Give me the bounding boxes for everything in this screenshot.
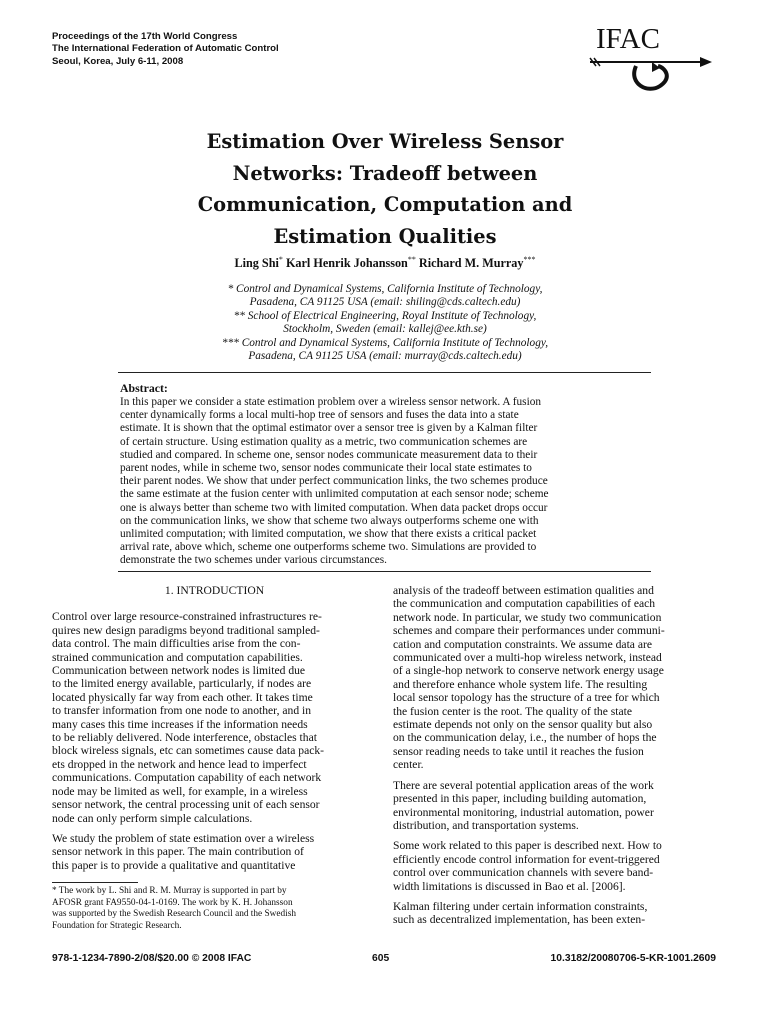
- text-line: network node. In particular, we study two communication: [393, 610, 662, 624]
- affiliations: [140, 283, 630, 363]
- text-line: and therefore enhance whole system life. The resulting: [393, 677, 648, 691]
- affiliation-line: Pasadena, CA 91125 USA (email: shiling@cds.caltech.edu): [249, 296, 521, 309]
- abstract-line: unlimited computation; with limited computation, we show that there exists a critical packet: [120, 528, 537, 541]
- author-list: [120, 255, 650, 271]
- paragraph: [52, 832, 377, 872]
- text-line: located physically far way from each other. It takes time: [52, 690, 313, 704]
- paragraph: [393, 779, 718, 833]
- abstract-line: center dynamically forms a local multi-hop tree of sensors and fuses the data into a state: [120, 409, 519, 422]
- affiliation-line: Stockholm, Sweden (email: kallej@ee.kth.se): [283, 323, 487, 336]
- author-name: Ling Shi: [234, 256, 279, 271]
- text-line: efficiently encode control information for event-triggered: [393, 852, 660, 866]
- footnote-line: was supported by the Swedish Research Council and the Swedish: [52, 909, 297, 920]
- text-line: center.: [393, 758, 424, 772]
- text-line: Control over large resource-constrained infrastructures re-: [52, 610, 322, 624]
- text-line: on the communication delay, i.e., the number of hops the: [393, 731, 657, 745]
- text-line: Kalman filtering under certain information constraints,: [393, 899, 648, 913]
- text-line: cation and computation constraints. We assume data are: [393, 637, 652, 651]
- abstract-line: of certain structure. Using estimation quality as a metric, two communication schemes are: [120, 435, 528, 448]
- text-line: to transfer information from one node to another, and in: [52, 704, 312, 718]
- text-line: communicated over a multi-hop wireless network, instead: [393, 651, 662, 665]
- proceedings-line: Proceedings of the 17th World Congress: [52, 31, 238, 42]
- paragraph: [52, 610, 377, 825]
- abstract-line: on the communication links, we show that scheme two always outperforms scheme one with: [120, 514, 539, 527]
- text-line: ets dropped in the network and hence lead to imperfect: [52, 757, 307, 771]
- footer-doi: 10.3182/20080706-5-KR-1001.2609: [550, 953, 716, 964]
- text-line: to the limited energy available, particularly, if nodes are: [52, 677, 312, 691]
- footnote: [52, 886, 377, 933]
- footnote-line: * The work by L. Shi and R. M. Murray is supported in part by: [52, 886, 287, 896]
- proceedings-line: Seoul, Korea, July 6-11, 2008: [52, 55, 184, 67]
- text-line: of a single-hop network to conserve network energy usage: [393, 664, 664, 678]
- proceedings-line: The International Federation of Automatic Control: [52, 43, 279, 55]
- abstract-line: demonstrate the two schemes under various circumstances.: [120, 554, 387, 567]
- text-line: node can only perform simple calculations.: [52, 811, 253, 825]
- paragraph: [393, 839, 718, 893]
- footnote-line: Foundation for Strategic Research.: [52, 921, 182, 932]
- text-line: such as decentralized implementation, has been exten-: [393, 913, 646, 927]
- text-line: communications. Computation capability of each network: [52, 771, 322, 785]
- paragraph: [393, 584, 718, 772]
- footnote-line: AFOSR grant FA9550-04-1-0169. The work by K. H. Johansson: [52, 897, 293, 908]
- abstract-line: arrival rate, above which, scheme one outperforms scheme two. Simulations are provided to: [120, 541, 537, 554]
- text-line: schemes and compare their performances under communi-: [393, 624, 665, 638]
- abstract-line: one is always better than scheme two with limited computation. When data packet drops occur: [120, 501, 548, 514]
- affiliation-line: Pasadena, CA 91125 USA (email: murray@cds.caltech.edu): [248, 350, 522, 363]
- section-heading: 1. INTRODUCTION: [164, 584, 265, 597]
- paragraph: [393, 900, 718, 927]
- author-name: Richard M. Murray: [418, 256, 524, 271]
- footnote-rule: [52, 882, 138, 883]
- text-line: sensor reading needs to take until it reaches the fusion: [393, 744, 644, 758]
- text-line: many cases this time increases if the information needs: [52, 717, 308, 731]
- text-line: this paper is to provide a qualitative and quantitative: [52, 858, 296, 872]
- abstract-line: In this paper we consider a state estimation problem over a wireless sensor network. A fusion: [120, 396, 542, 408]
- text-line: local sensor topology has the structure of a tree for which: [393, 691, 660, 705]
- title-line: Estimation Qualities: [273, 224, 497, 248]
- abstract-line: their parent nodes. We show that under perfect communication links, the two schemes produce: [120, 475, 548, 488]
- text-line: sensor network in this paper. The main contribution of: [52, 845, 304, 859]
- title-line: Networks: Tradeoff between: [232, 161, 538, 185]
- affiliation-line: *** Control and Dynamical Systems, California Institute of Technology,: [221, 336, 549, 349]
- text-line: presented in this paper, including building automation,: [393, 792, 647, 806]
- text-line: Communication between network nodes is limited due: [52, 664, 306, 678]
- abstract-heading: Abstract:: [120, 381, 168, 395]
- paper-title: [150, 126, 620, 252]
- logo-text: IFAC: [596, 23, 660, 55]
- text-line: control over communication channels with severe band-: [393, 866, 654, 880]
- text-line: strained communication and computation capabilities.: [52, 650, 303, 664]
- text-line: sensor network, the central processing unit of each sensor: [52, 798, 320, 812]
- text-line: width limitations is discussed in Bao et al. [2006].: [393, 879, 626, 893]
- author-mark: *: [278, 255, 283, 264]
- text-line: data control. The main difficulties arise from the con-: [52, 637, 301, 651]
- text-line: distribution, and transportation systems.: [393, 818, 579, 832]
- text-line: environmental monitoring, industrial automation, power: [393, 805, 654, 819]
- abstract-body: [120, 396, 651, 568]
- author-mark: ***: [523, 255, 536, 264]
- abstract-line: studied and compared. In scheme one, sensor nodes communicate measurement data to their: [120, 448, 538, 461]
- abstract-top-rule: [118, 372, 651, 373]
- text-line: block wireless signals, etc can sometimes cause data pack-: [52, 744, 325, 758]
- affiliation-line: ** School of Electrical Engineering, Royal Institute of Technology,: [233, 309, 537, 322]
- proceedings-header: [52, 31, 279, 68]
- title-line: Estimation Over Wireless Sensor: [206, 130, 564, 153]
- text-line: the communication and computation capabilities of each: [393, 597, 656, 611]
- abstract-line: the same estimate at the fusion center with unlimited computation at each sensor node; scheme: [120, 488, 549, 501]
- affiliation-line: * Control and Dynamical Systems, California Institute of Technology,: [227, 283, 543, 295]
- abstract-line: estimate. It is shown that the optimal estimator over a sensor tree is given by a Kalman filter: [120, 422, 538, 435]
- text-line: the fusion center is the root. The quality of the state: [393, 704, 633, 718]
- text-line: There are several potential application areas of the work: [393, 778, 654, 792]
- text-line: Some work related to this paper is described next. How to: [393, 839, 662, 853]
- ifac-logo-icon: [588, 22, 716, 102]
- abstract-line: parent nodes, while in scheme two, sensor nodes communicate their local state estimates to: [120, 462, 532, 475]
- footer-isbn: 978-1-1234-7890-2/08/$20.00 © 2008 IFAC: [52, 953, 252, 964]
- footer-page-number: 605: [372, 953, 390, 964]
- text-line: We study the problem of state estimation over a wireless: [52, 831, 315, 845]
- author-name: Karl Henrik Johansson: [285, 256, 408, 271]
- text-line: estimate depends not only on the sensor quality but also: [393, 718, 653, 732]
- title-line: Communication, Computation and: [197, 193, 573, 216]
- text-line: analysis of the tradeoff between estimation qualities and: [393, 584, 654, 597]
- abstract-bottom-rule: [118, 571, 651, 572]
- text-line: to be reliably delivered. Node interference, obstacles that: [52, 731, 317, 745]
- right-column: [393, 584, 718, 934]
- text-line: quires new design paradigms beyond traditional sampled-: [52, 623, 320, 637]
- left-column: [52, 584, 377, 879]
- text-line: node may be limited as well, for example, in a wireless: [52, 784, 308, 798]
- author-mark: **: [407, 255, 416, 264]
